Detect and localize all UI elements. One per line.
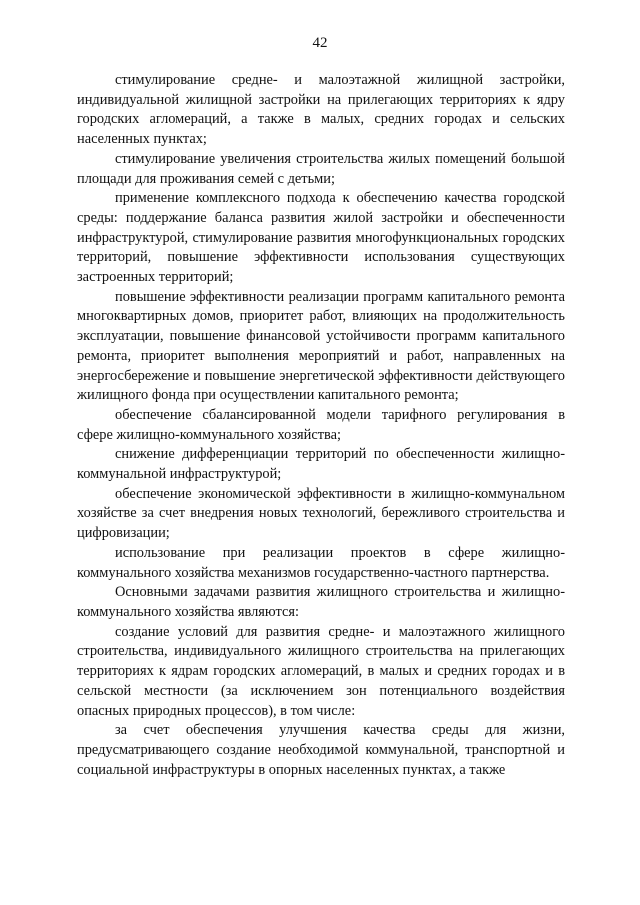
paragraph-tariff-regulation: обеспечение сбалансированной модели тарифного регулирования в сфере жилищно-коммунального хозяйства; [77, 406, 565, 443]
paragraph-large-housing: стимулирование увеличения строительства жилых помещений большой площади для проживания семей с детьми; [77, 150, 565, 187]
page-number: 42 [312, 35, 328, 51]
paragraph-environment-quality: за счет обеспечения улучшения качества среды для жизни, предусматривающего создание необходимой коммунальной, транспортной и социальной инфраструктуры в опорных населенных пунктах, а также [77, 722, 565, 778]
paragraph-territorial-differentiation: снижение дифференциации территорий по обеспеченности жилищно-коммунальной инфраструктурой; [77, 446, 565, 483]
paragraph-stimulation-low-rise: стимулирование средне- и малоэтажной жилищной застройки, индивидуальной жилищной застройки на прилегающих территориях к ядру городских агломераций, а также в малых, средних городах и сельских населенных пунктах; [77, 72, 565, 148]
paragraph-low-rise-conditions: создание условий для развития средне- и малоэтажного жилищного строительства, индивидуального жилищного строительства на прилегающих территориях к ядрам городских агломераций, в малых и средних городах и в сельской местности (за исключением зон потенциального воздействия опасных природных процессов), в том числе: [77, 623, 565, 719]
paragraph-main-tasks: Основными задачами развития жилищного строительства и жилищно-коммунального хозяйства являются: [77, 584, 565, 620]
paragraph-economic-efficiency: обеспечение экономической эффективности в жилищно-коммунальном хозяйстве за счет внедрения новых технологий, бережливого строительства и цифровизации; [77, 485, 565, 542]
paragraph-capital-repair: повышение эффективности реализации программ капитального ремонта многоквартирных домов, приоритет работ, влияющих на продолжительность эксплуатации, повышение финансовой устойчивости программ капитального ремонта, приоритет выполнения мероприятий и работ, направленных на энергосбережение и повышение энергетической эффективности действующего жилищного фонда при осуществлении капитального ремонта; [77, 288, 565, 404]
paragraph-public-private-partnership: использование при реализации проектов в сфере жилищно-коммунального хозяйства механизмов государственно-частного партнерства. [77, 544, 565, 581]
body-text [77, 71, 565, 780]
paragraph-urban-environment: применение комплексного подхода к обеспечению качества городской среды: поддержание баланса развития жилой застройки и обеспеченности инфраструктурой, стимулирование развития многофункциональных городских территорий, повышение эффективности использования существующих застроенных территорий; [77, 190, 565, 286]
